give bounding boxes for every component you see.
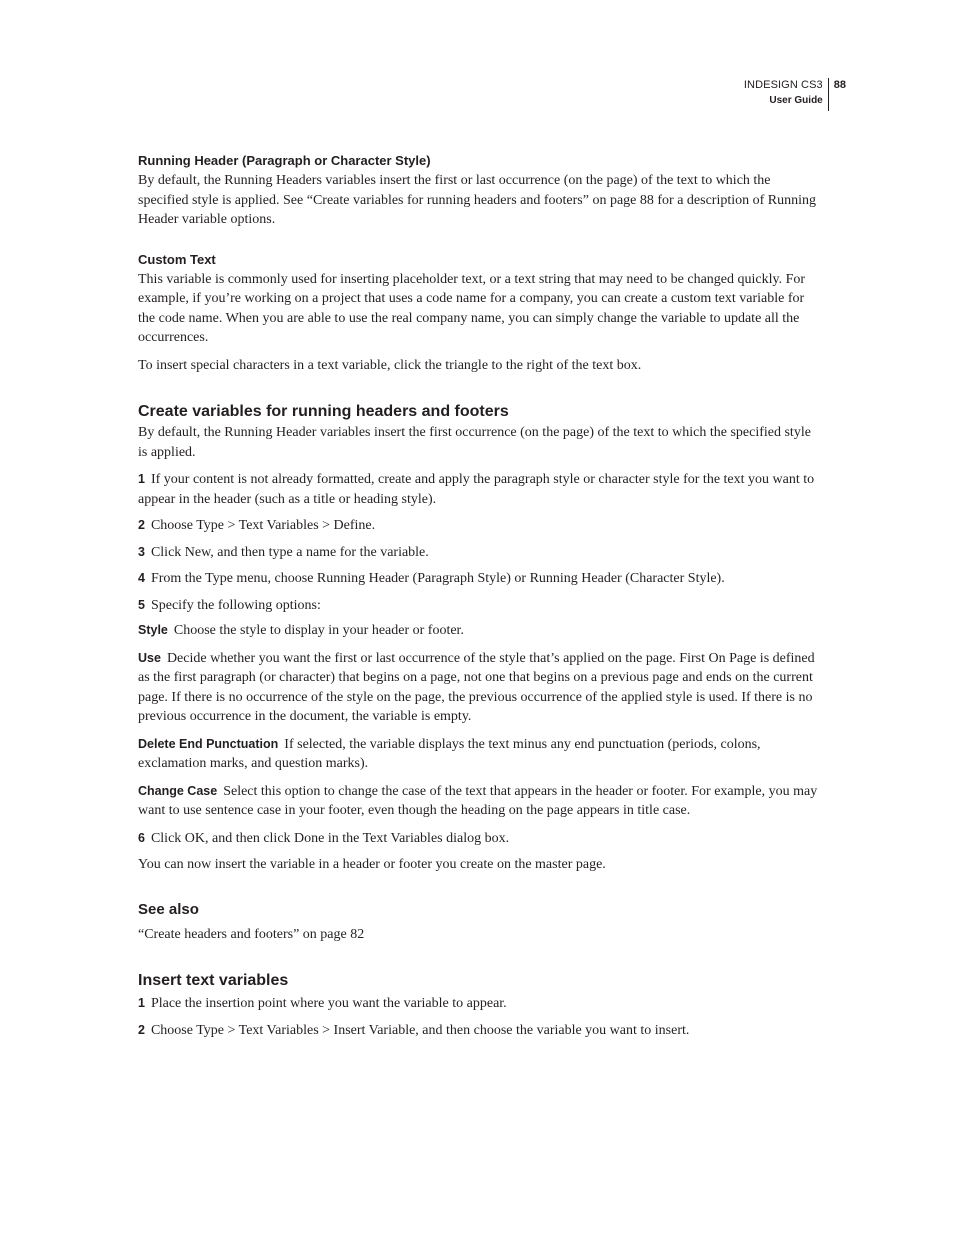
option-text: Choose the style to display in your header or footer.	[173, 623, 464, 638]
step-item	[138, 516, 818, 536]
step-text: From the Type menu, choose Running Header (Paragraph Style) or Running Header (Character Style).	[150, 571, 725, 586]
step-text: Specify the following options:	[150, 597, 321, 613]
running-header-style-heading: Running Header (Paragraph or Character Style)	[138, 153, 431, 168]
step-item	[138, 470, 818, 509]
product-name: INDESIGN CS3	[743, 79, 823, 91]
step-text: Click New, and then type a name for the variable.	[150, 544, 429, 560]
page-content	[138, 150, 818, 1040]
custom-text-heading: Custom Text	[138, 251, 216, 267]
option-style	[138, 621, 818, 641]
create-variables-intro: By default, the Running Header variables insert the first occurrence (on the page) of the text to which the specified style is applied.	[138, 425, 811, 460]
step-number: 2	[138, 518, 145, 532]
insert-text-variables-heading: Insert text variables	[138, 972, 289, 989]
option-term: Style	[138, 623, 168, 637]
step-item	[138, 1021, 818, 1041]
step-number: 1	[138, 996, 145, 1010]
step-text: Choose Type > Text Variables > Insert Variable, and then choose the variable you want to insert.	[150, 1022, 690, 1038]
option-term: Delete End Punctuation	[138, 736, 279, 751]
step-number: 5	[138, 597, 145, 612]
running-header-style-body: By default, the Running Headers variables insert the first or last occurrence (on the page) of the text to which the specified style is applied. See “Create variables for running headers and footers” on page 88 for a description of Running Header variable options.	[138, 173, 817, 227]
custom-text-body: This variable is commonly used for inserting placeholder text, or a text string that may need to be changed quickly. For example, if you’re working on a project that uses a code name for a company, you can create a custom text variable for the code name. When you are able to use the real company name, you can simply change the variable to update all the occurrences.	[138, 271, 806, 345]
special-characters-body: To insert special characters in a text variable, click the triangle to the right of the text box.	[138, 357, 642, 373]
see-also-link[interactable]: “Create headers and footers” on page 82	[138, 926, 365, 942]
option-term: Use	[138, 650, 161, 665]
step-text: If your content is not already formatted, create and apply the paragraph style or character style for the text you want to appear in the header (such as a title or heading style).	[138, 472, 815, 507]
step-text: Choose Type > Text Variables > Define.	[150, 518, 376, 533]
step-number: 2	[138, 1022, 145, 1037]
option-use	[138, 649, 818, 727]
option-delete-end-punctuation	[138, 735, 818, 774]
step-number: 6	[138, 830, 145, 845]
step-text: Click OK, and then click Done in the Text Variables dialog box.	[150, 830, 510, 846]
running-head-titles	[744, 78, 829, 111]
step-item	[138, 829, 818, 849]
see-also-heading: See also	[138, 900, 199, 918]
page-number: 88	[833, 79, 846, 91]
step-number: 3	[138, 544, 145, 559]
step-item	[138, 569, 818, 589]
step-item	[138, 596, 818, 616]
option-term: Change Case	[138, 783, 218, 798]
option-change-case	[138, 782, 818, 821]
option-text: Decide whether you want the first or last occurrence of the style that’s applied on the page. First On Page is defined as the first paragraph (or character) that begins on a page, not one that begins on a previous page and ends on the current page. If there is no occurrence of the style on the page, the previous occurrence of the applied style is used. If there is no previous occurrence in the document, the variable is empty.	[138, 650, 815, 724]
step-text: Place the insertion point where you want the variable to appear.	[150, 996, 507, 1011]
step-item	[138, 543, 818, 563]
create-variables-heading: Create variables for running headers and footers	[138, 403, 509, 420]
option-text: If selected, the variable displays the text minus any end punctuation (periods, colons, exclamation marks, and question marks).	[138, 736, 761, 771]
step-number: 4	[138, 571, 145, 585]
guide-name: User Guide	[769, 95, 823, 106]
step-number: 1	[138, 472, 145, 486]
option-text: Select this option to change the case of the text that appears in the header or footer. For example, you may want to use sentence case in your footer, even though the heading on the page appears in title case.	[138, 783, 818, 818]
step-item	[138, 994, 818, 1014]
create-variables-closing: You can now insert the variable in a header or footer you create on the master page.	[138, 857, 606, 872]
running-head	[744, 78, 846, 111]
